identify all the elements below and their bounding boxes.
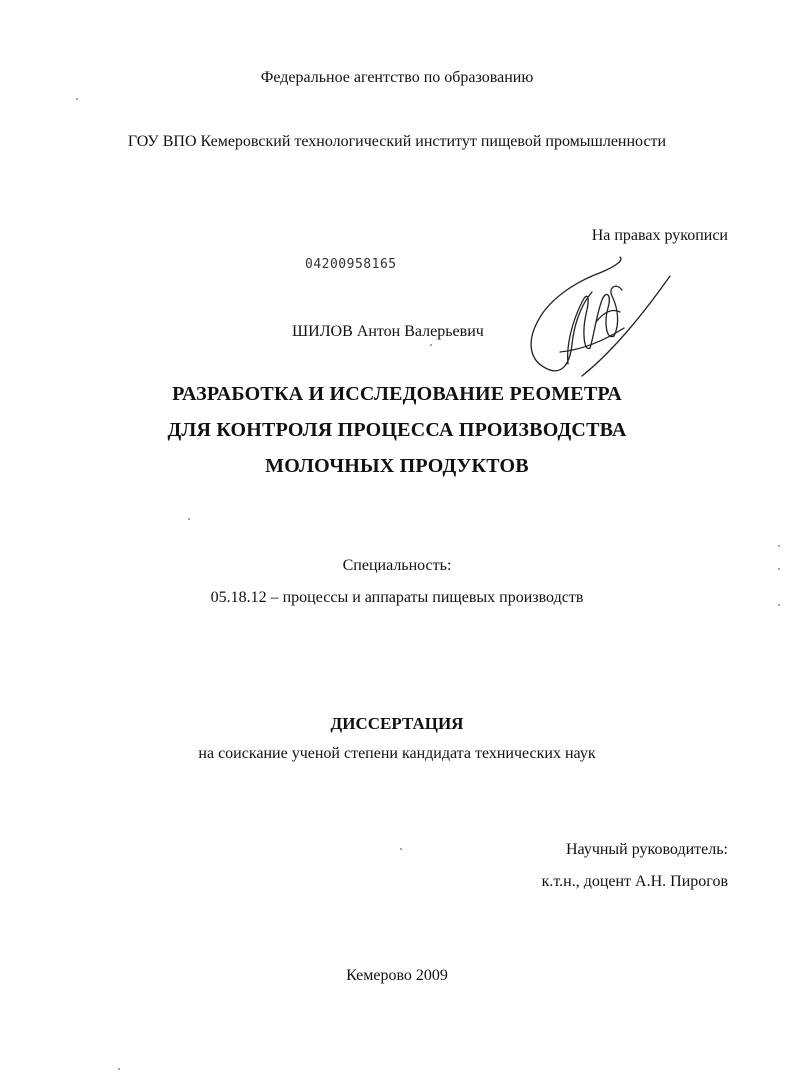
scan-speck (76, 98, 78, 100)
registration-number: 04200958165 (305, 257, 397, 272)
scan-speck (778, 568, 780, 570)
thesis-title-line-3: МОЛОЧНЫХ ПРОДУКТОВ (265, 455, 529, 477)
supervisor-name: к.т.н., доцент А.Н. Пирогов (541, 873, 728, 890)
thesis-title (0, 376, 794, 484)
dissertation-subtitle: на соискание ученой степени кандидата технических наук (198, 745, 596, 762)
city-year: Кемерово 2009 (346, 967, 448, 984)
scan-speck (778, 545, 780, 547)
manuscript-note: На правах рукописи (591, 227, 728, 244)
dissertation-heading: ДИССЕРТАЦИЯ (330, 714, 464, 733)
scan-speck (188, 518, 190, 520)
agency-name: Федеральное агентство по образованию (260, 69, 534, 86)
thesis-title-line-1: РАЗРАБОТКА И ИССЛЕДОВАНИЕ РЕОМЕТРА (172, 383, 622, 405)
author-name: ШИЛОВ Антон Валерьевич (292, 323, 484, 340)
scan-speck (430, 344, 432, 346)
supervisor-label: Научный руководитель: (565, 841, 728, 858)
institute-name: ГОУ ВПО Кемеровский технологический институт пищевой промышленности (127, 133, 667, 150)
scan-speck (118, 1068, 120, 1070)
specialty-value: 05.18.12 – процессы и аппараты пищевых производств (210, 589, 584, 606)
scan-speck (400, 848, 402, 850)
scan-speck (778, 604, 780, 606)
author-signature (520, 252, 680, 387)
specialty-label: Специальность: (342, 557, 452, 574)
thesis-title-line-2: ДЛЯ КОНТРОЛЯ ПРОЦЕССА ПРОИЗВОДСТВА (167, 419, 627, 441)
